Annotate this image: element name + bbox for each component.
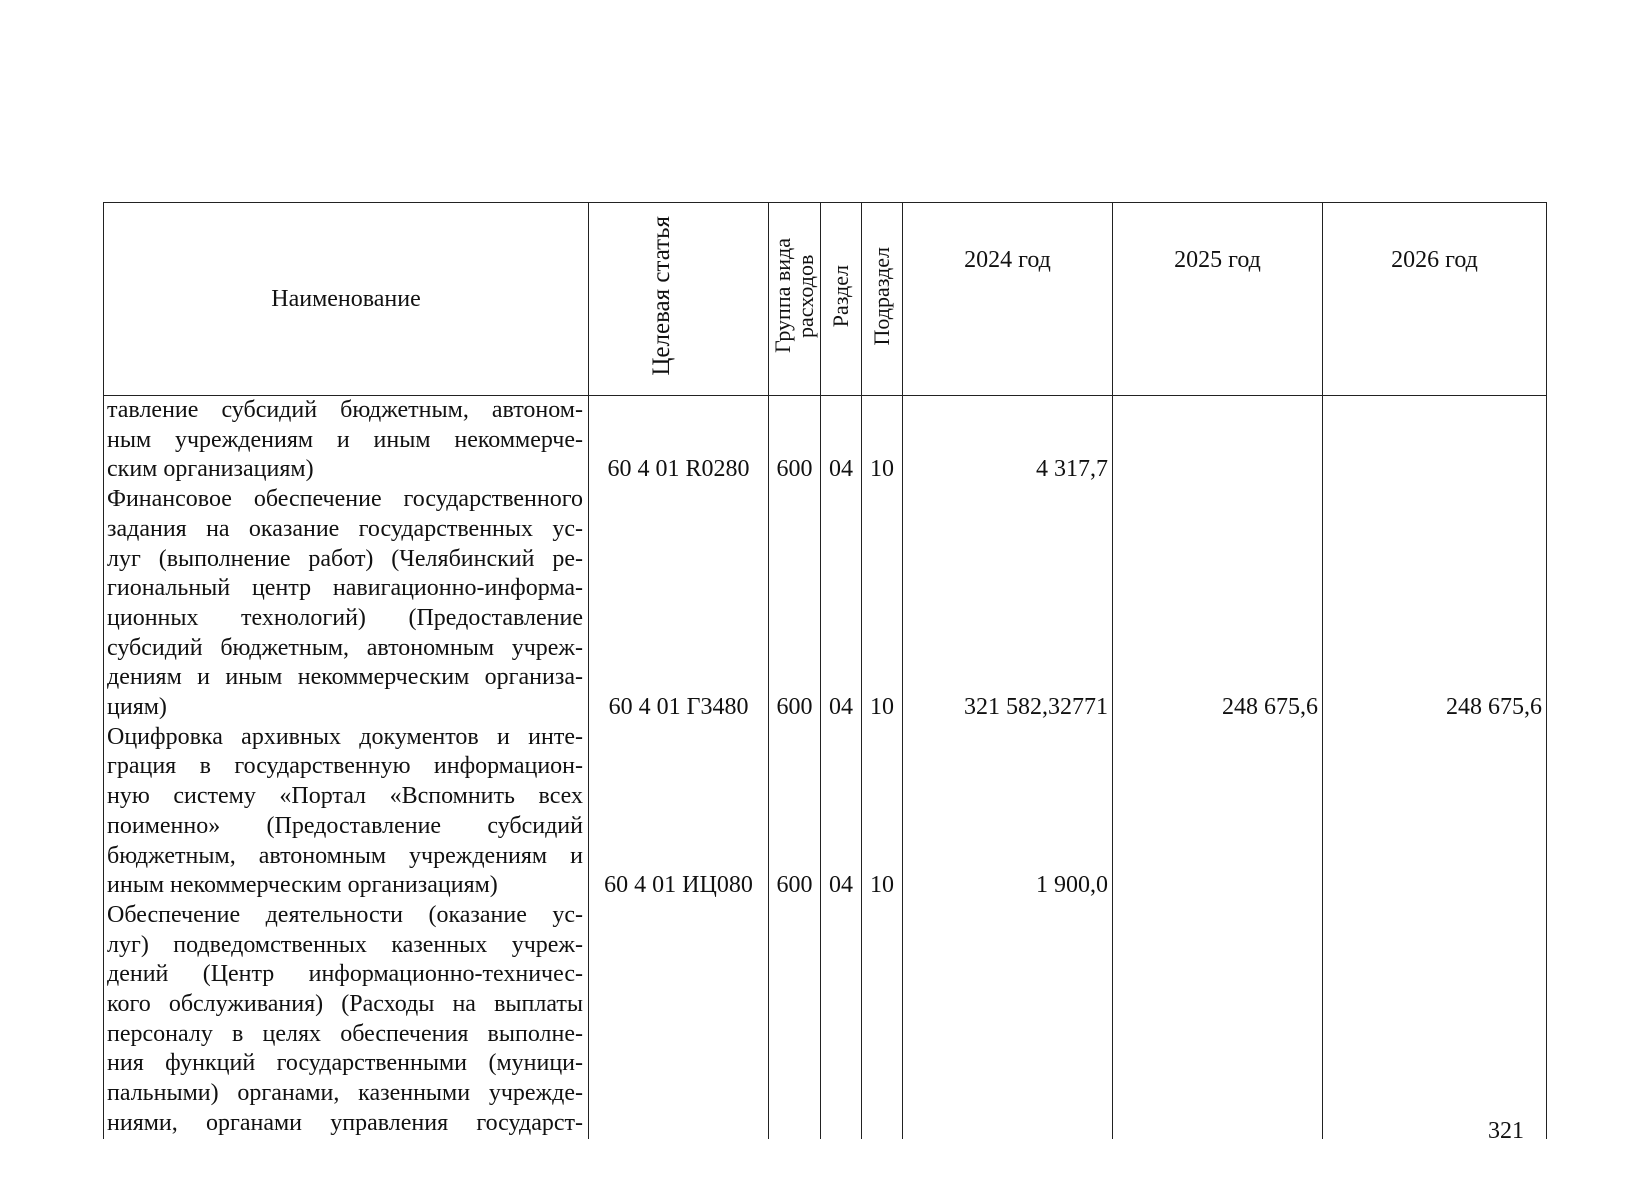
name-line: задания на оказание государственных ус-	[107, 515, 583, 542]
name-line: ную систему «Портал «Вспомнить всех	[107, 783, 583, 810]
cell-year-2024: 4 317,7	[903, 396, 1113, 486]
page-number: 321	[1488, 1118, 1524, 1144]
name-line: ным учреждениям и иным некоммерче-	[107, 426, 583, 453]
header-name	[104, 203, 589, 396]
header-year-2024	[903, 203, 1113, 396]
header-expense-group	[769, 203, 821, 396]
name-line: иным некоммерческим организациям)	[107, 872, 498, 899]
header-target-article-label: Целевая статья	[647, 215, 675, 376]
table-row	[104, 901, 1547, 1139]
cell-year-2024: 321 582,32771	[903, 485, 1113, 723]
cell-section: 04	[821, 396, 862, 486]
name-line: персоналу в целях обеспечения выполне-	[107, 1020, 583, 1047]
header-year-2025-label: 2025 год	[1174, 247, 1261, 273]
name-line: ским организациям)	[107, 456, 314, 483]
table-row	[104, 485, 1547, 723]
header-target-article	[589, 203, 769, 396]
table-header-row	[104, 203, 1547, 396]
header-year-2024-label: 2024 год	[964, 247, 1051, 273]
name-line: гиональный центр навигационно-информа-	[107, 575, 583, 602]
cell-subsection: 10	[862, 723, 903, 901]
cell-year-2026	[1323, 396, 1547, 486]
cell-section	[821, 901, 862, 1139]
header-subsection-label: Подраздел	[869, 246, 895, 346]
table-body	[104, 396, 1547, 1139]
cell-subsection: 10	[862, 485, 903, 723]
cell-name	[104, 723, 589, 901]
cell-expense-group: 600	[769, 396, 821, 486]
name-line: ционных технологий) (Предоставление	[107, 604, 583, 631]
cell-subsection	[862, 901, 903, 1139]
header-subsection	[862, 203, 903, 396]
name-line: дениям и иным некоммерческим организа-	[107, 664, 583, 691]
cell-expense-group: 600	[769, 723, 821, 901]
cell-year-2025	[1113, 901, 1323, 1139]
cell-name	[104, 485, 589, 723]
header-section-label: Раздел	[828, 264, 854, 328]
name-line: субсидий бюджетным, автономным учреж-	[107, 634, 583, 661]
header-year-2026-label: 2026 год	[1391, 247, 1478, 273]
name-line: циям)	[107, 694, 167, 721]
name-line: тавление субсидий бюджетным, автоном-	[107, 397, 583, 423]
name-line: дений (Центр информационно-техничес-	[107, 961, 583, 988]
cell-expense-group	[769, 901, 821, 1139]
cell-section: 04	[821, 723, 862, 901]
cell-target-article	[589, 901, 769, 1139]
cell-year-2024: 1 900,0	[903, 723, 1113, 901]
cell-target-article: 60 4 01 R0280	[589, 396, 769, 486]
name-line: грация в государственную информацион-	[107, 753, 583, 780]
name-line: Оцифровка архивных документов и инте-	[107, 723, 583, 750]
header-name-label: Наименование	[271, 285, 421, 312]
budget-table	[103, 202, 1547, 1139]
cell-target-article: 60 4 01 ИЦ080	[589, 723, 769, 901]
cell-year-2025	[1113, 723, 1323, 901]
name-line: поименно» (Предоставление субсидий	[107, 812, 583, 839]
cell-expense-group: 600	[769, 485, 821, 723]
cell-target-article: 60 4 01 Г3480	[589, 485, 769, 723]
header-year-2025	[1113, 203, 1323, 396]
cell-year-2024	[903, 901, 1113, 1139]
cell-year-2025: 248 675,6	[1113, 485, 1323, 723]
header-section	[821, 203, 862, 396]
cell-section: 04	[821, 485, 862, 723]
header-year-2026	[1323, 203, 1547, 396]
table-row	[104, 723, 1547, 901]
cell-name	[104, 396, 589, 486]
name-line: пальными) органами, казенными учрежде-	[107, 1080, 583, 1107]
name-line: Обеспечение деятельности (оказание ус-	[107, 901, 583, 928]
cell-subsection: 10	[862, 396, 903, 486]
name-line: кого обслуживания) (Расходы на выплаты	[107, 991, 583, 1018]
cell-name	[104, 901, 589, 1139]
name-line: луг (выполнение работ) (Челябинский ре-	[107, 545, 583, 572]
cell-year-2025	[1113, 396, 1323, 486]
name-line: луг) подведомственных казенных учреж-	[107, 931, 583, 958]
header-expense-group-label: Группа вида расходов	[769, 238, 818, 354]
name-line: бюджетным, автономным учреждениям и	[107, 842, 583, 869]
name-line: ния функций государственными (муници-	[107, 1050, 583, 1077]
table-row	[104, 396, 1547, 486]
cell-year-2026	[1323, 723, 1547, 901]
cell-year-2026: 248 675,6	[1323, 485, 1547, 723]
name-line: ниями, органами управления государст-	[107, 1109, 583, 1136]
name-line: Финансовое обеспечение государственного	[107, 486, 583, 513]
cell-year-2026	[1323, 901, 1547, 1139]
